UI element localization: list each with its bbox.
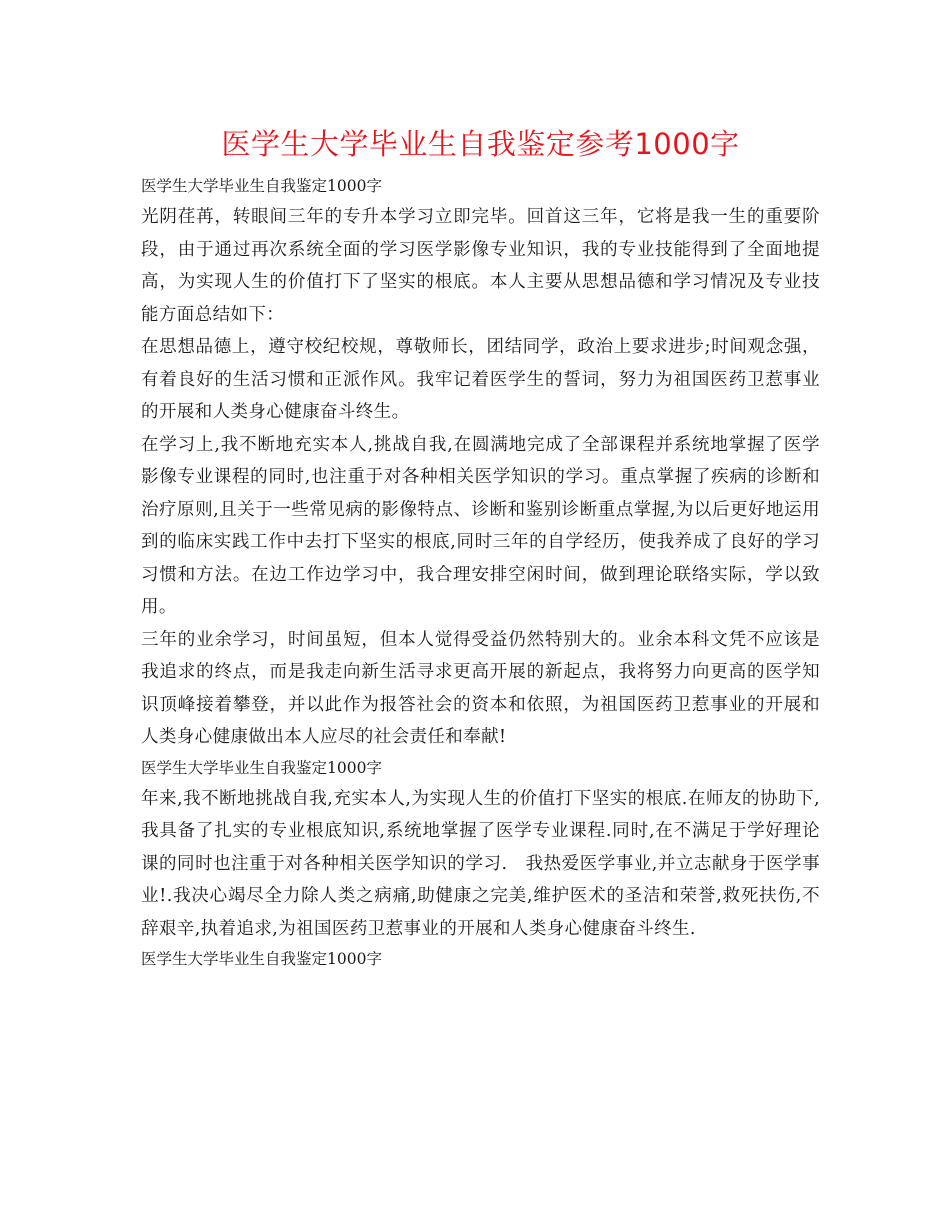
section-3 [141,945,820,974]
section-1 [141,172,820,754]
paragraph: 光阴荏苒，转眼间三年的专升本学习立即完毕。回首这三年，它将是我一生的重要阶段，由于通过再次系统全面的学习医学影像专业知识，我的专业技能得到了全面地提高，为实现人生的价值打下了坚实的根底。本人主要从思想品德和学习情况及专业技能方面总结如下： [141,207,820,325]
section-heading: 医学生大学毕业生自我鉴定1000字 [141,758,382,777]
paragraph: 年来,我不断地挑战自我,充实本人,为实现人生的价值打下坚实的根底.在师友的协助下,我具备了扎实的专业根底知识,系统地掌握了医学专业课程.同时,在不满足于学好理论课的同时也注重于对各种相关医学知识的学习. 我热爱医学事业,并立志献身于医学事业!.我决心竭尽全力除人类之病痛,助健康之完美,维护医术的圣洁和荣誉,救死扶伤,不辞艰辛,执着追求,为祖国医药卫惹事业的开展和人类身心健康奋斗终生. [141,788,820,939]
section-2 [141,754,820,946]
section-heading: 医学生大学毕业生自我鉴定1000字 [141,950,382,968]
paragraph: 三年的业余学习，时间虽短，但本人觉得受益仍然特别大的。业余本科文凭不应该是我追求的终点，而是我走向新生活寻求更高开展的新起点，我将努力向更高的医学知识顶峰接着攀登，并以此作为报答社会的资本和依照，为祖国医药卫惹事业的开展和人类身心健康做出本人应尽的社会责任和奉献! [141,629,820,747]
document-title: 医学生大学毕业生自我鉴定参考1000字 [221,127,740,161]
section-heading: 医学生大学毕业生自我鉴定1000字 [141,177,382,195]
paragraph: 在思想品德上，遵守校纪校规，尊敬师长，团结同学，政治上要求进步;时间观念强，有着良好的生活习惯和正派作风。我牢记着医学生的誓词，努力为祖国医药卫惹事业的开展和人类身心健康奋斗终生。 [141,337,820,422]
paragraph: 在学习上,我不断地充实本人,挑战自我,在圆满地完成了全部课程并系统地掌握了医学影像专业课程的同时,也注重于对各种相关医学知识的学习。重点掌握了疾病的诊断和治疗原则,且关于一些常见病的影像特点、诊断和鉴别诊断重点掌握,为以后更好地运用到的临床实践工作中去打下坚实的根底,同时三年的自学经历，使我养成了良好的学习习惯和方法。在边工作边学习中，我合理安排空闲时间，做到理论联络实际，学以致用。 [141,434,820,617]
